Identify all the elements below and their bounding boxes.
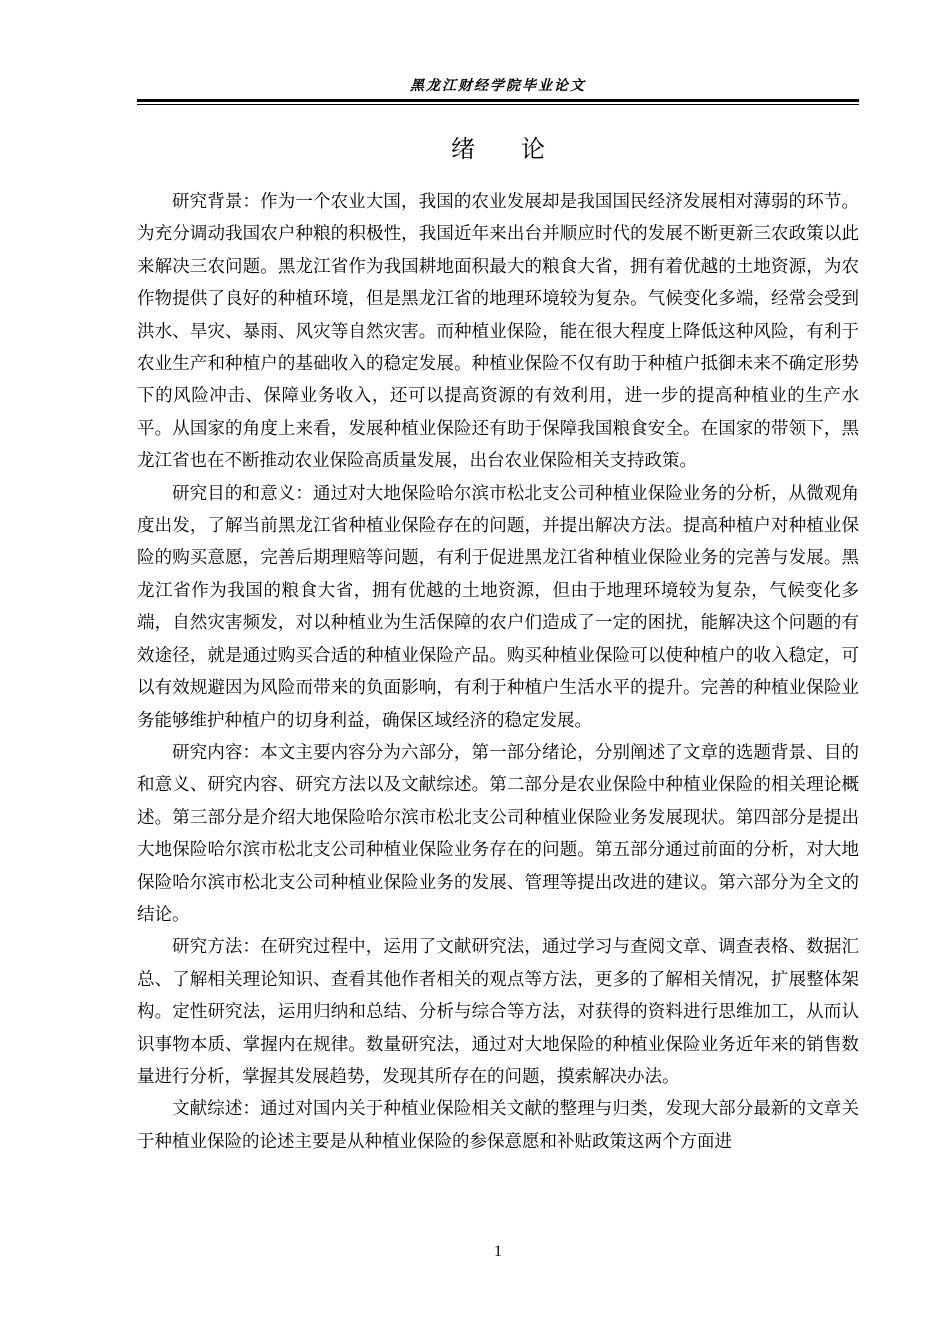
- header-rule-thin: [137, 104, 859, 105]
- running-header: 黑龙江财经学院毕业论文: [410, 78, 586, 94]
- chapter-title: 绪论: [451, 135, 591, 163]
- header-rule-thick: [137, 99, 859, 102]
- paragraph-literature-review: 文献综述：通过对国内关于种植业保险相关文献的整理与归类，发现大部分最新的文章关于种植业保险的论述主要是从种植业保险的参保意愿和补贴政策这两个方面进: [137, 1099, 859, 1152]
- paragraph-research-methods: 研究方法：在研究过程中，运用了文献研究法，通过学习与查阅文章、调查表格、数据汇总、了解相关理论知识、查看其他作者相关的观点等方法，更多的了解相关情况，扩展整体架构。定性研究法，运用归纳和总结、分析与综合等方法，对获得的资料进行思维加工，从而认识事物本质、掌握内在规律。数量研究法，通过对大地保险的种植业保险业务近年来的销售数量进行分析，掌握其发展趋势，发现其所存在的问题，摸索解决办法。: [137, 937, 859, 1087]
- page-number: 1: [494, 1243, 502, 1260]
- paragraph-research-purpose: 研究目的和意义：通过对大地保险哈尔滨市松北支公司种植业保险业务的分析，从微观角度出发，了解当前黑龙江省种植业保险存在的问题，并提出解决方法。提高种植户对种植业保险的购买意愿，完善后期理赔等问题，有利于促进黑龙江省种植业保险业务的完善与发展。黑龙江省作为我国的粮食大省，拥有优越的土地资源，但由于地理环境较为复杂，气候变化多端，自然灾害频发，对以种植业为生活保障的农户们造成了一定的困扰，能解决这个问题的有效途径，就是通过购买合适的种植业保险产品。购买种植业保险可以使种植户的收入稳定，可以有效规避因为风险而带来的负面影响，有利于种植户生活水平的提升。完善的种植业保险业务能够维护种植户的切身利益，确保区域经济的稳定发展。: [137, 483, 859, 731]
- paragraph-research-background: 研究背景：作为一个农业大国，我国的农业发展却是我国国民经济发展相对薄弱的环节。为充分调动我国农户种粮的积极性，我国近年来出台并顺应时代的发展不断更新三农政策以此来解决三农问题。黑龙江省作为我国耕地面积最大的粮食大省，拥有着优越的土地资源，为农作物提供了良好的种植环境，但是黑龙江省的地理环境较为复杂。气候变化多端，经常会受到洪水、旱灾、暴雨、风灾等自然灾害。而种植业保险，能在很大程度上降低这种风险，有利于农业生产和种植户的基础收入的稳定发展。种植业保险不仅有助于种植户抵御未来不确定形势下的风险冲击、保障业务收入，还可以提高资源的有效利用，进一步的提高种植业的生产水平。从国家的角度上来看，发展种植业保险还有助于保障我国粮食安全。在国家的带领下，黑龙江省也在不断推动农业保险高质量发展，出台农业保险相关支持政策。: [137, 192, 859, 472]
- body-text: [137, 186, 859, 1158]
- paragraph-research-content: 研究内容：本文主要内容分为六部分，第一部分绪论，分别阐述了文章的选题背景、目的和意义、研究内容、研究方法以及文献综述。第二部分是农业保险中种植业保险的相关理论概述。第三部分是介绍大地保险哈尔滨市松北支公司种植业保险业务发展现状。第四部分是提出大地保险哈尔滨市松北支公司种植业保险业务存在的问题。第五部分通过前面的分析，对大地保险哈尔滨市松北支公司种植业保险业务的发展、管理等提出改进的建议。第六部分为全文的结论。: [137, 742, 859, 925]
